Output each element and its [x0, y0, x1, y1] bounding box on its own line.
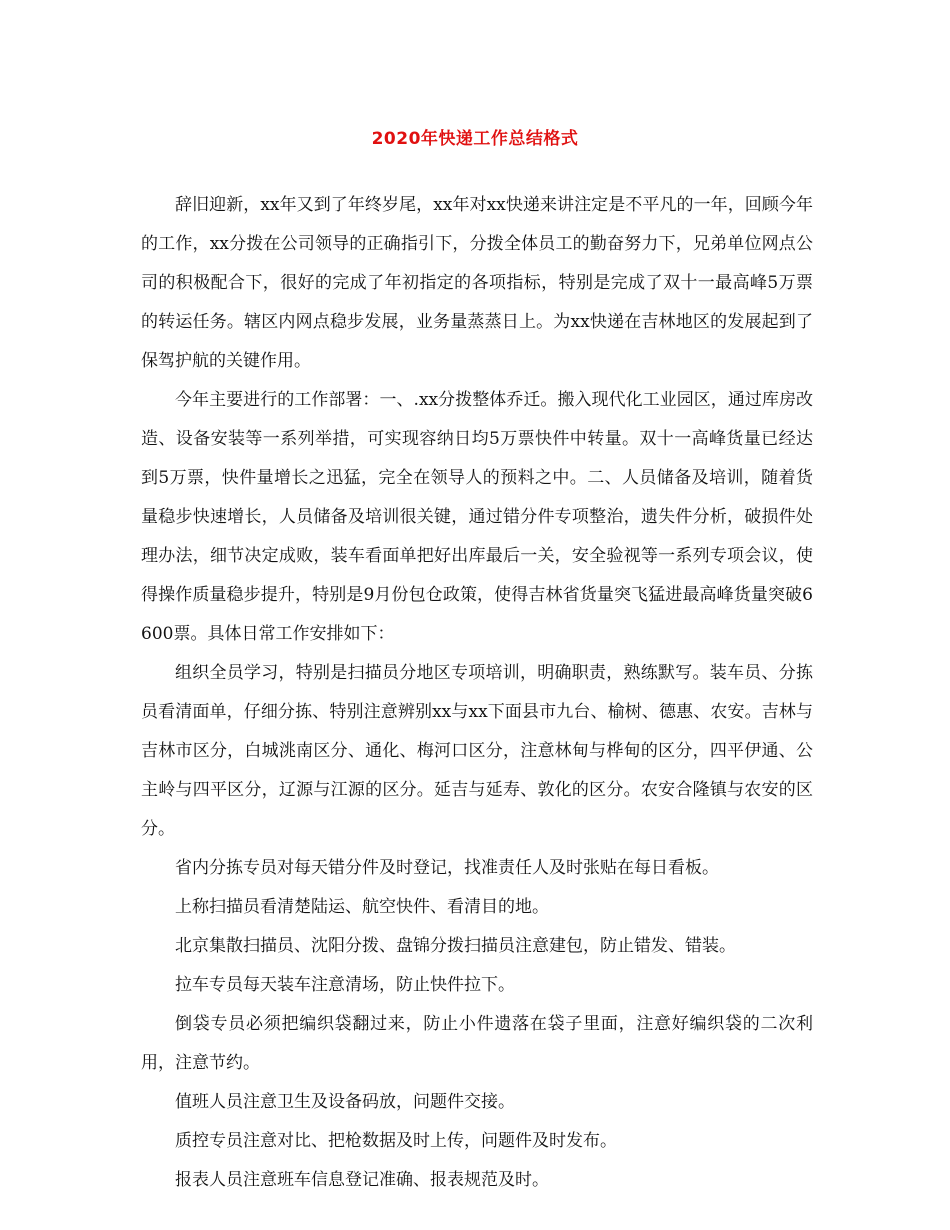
paragraph-work-deployment: 今年主要进行的工作部署：一、.xx分拨整体乔迁。搬入现代化工业园区，通过库房改造、设备安装等一系列举措，可实现容纳日均5万票快件中转量。双十一高峰货量已经达到5万票，快件量增长之迅猛，完全在领导人的预料之中。二、人员储备及培训，随着货量稳步快速增长，人员储备及培训很关键，通过错分件专项整治，遗失件分析，破损件处理办法，细节决定成败，装车看面单把好出库最后一关，安全验视等一系列专项会议，使得操作质量稳步提升，特别是9月份包仓政策，使得吉林省货量突飞猛进最高峰货量突破6600票。具体日常工作安排如下：: [141, 390, 813, 644]
paragraph-scale-scanner: 上称扫描员看清楚陆运、航空快件、看清目的地。: [175, 897, 549, 917]
paragraph-sorting-staff: 省内分拣专员对每天错分件及时登记，找准责任人及时张贴在每日看板。: [175, 858, 719, 878]
paragraph-bag-staff: 倒袋专员必须把编织袋翻过来，防止小件遗落在袋子里面，注意好编织袋的二次利用，注意节约。: [141, 1014, 813, 1073]
paragraph-beijing-scanner: 北京集散扫描员、沈阳分拨、盘锦分拨扫描员注意建包，防止错发、错装。: [175, 936, 736, 956]
paragraph-report-staff: 报表人员注意班车信息登记准确、报表规范及时。: [175, 1170, 549, 1190]
paragraph-duty-staff: 值班人员注意卫生及设备码放，问题件交接。: [175, 1092, 515, 1112]
paragraph-quality-control: 质控专员注意对比、把枪数据及时上传，问题件及时发布。: [175, 1131, 617, 1151]
paragraph-cart-staff: 拉车专员每天装车注意清场，防止快件拉下。: [175, 975, 515, 995]
paragraph-intro: 辞旧迎新，xx年又到了年终岁尾，xx年对xx快递来讲注定是不平凡的一年，回顾今年的工作，xx分拨在公司领导的正确指引下，分拨全体员工的勤奋努力下，兄弟单位网点公司的积极配合下，很好的完成了年初指定的各项指标，特别是完成了双十一最高峰5万票的转运任务。辖区内网点稳步发展，业务量蒸蒸日上。为xx快递在吉林地区的发展起到了保驾护航的关键作用。: [141, 195, 813, 371]
paragraph-training: 组织全员学习，特别是扫描员分地区专项培训，明确职责，熟练默写。装车员、分拣员看清面单，仔细分拣、特别注意辨别xx与xx下面县市九台、榆树、德惠、农安。吉林与吉林市区分，白城洮南区分、通化、梅河口区分，注意林甸与桦甸的区分，四平伊通、公主岭与四平区分，辽源与江源的区分。延吉与延寿、敦化的区分。农安合隆镇与农安的区分。: [141, 663, 813, 839]
document-title: 2020年快递工作总结格式: [371, 129, 579, 149]
document-body: [141, 186, 813, 1200]
